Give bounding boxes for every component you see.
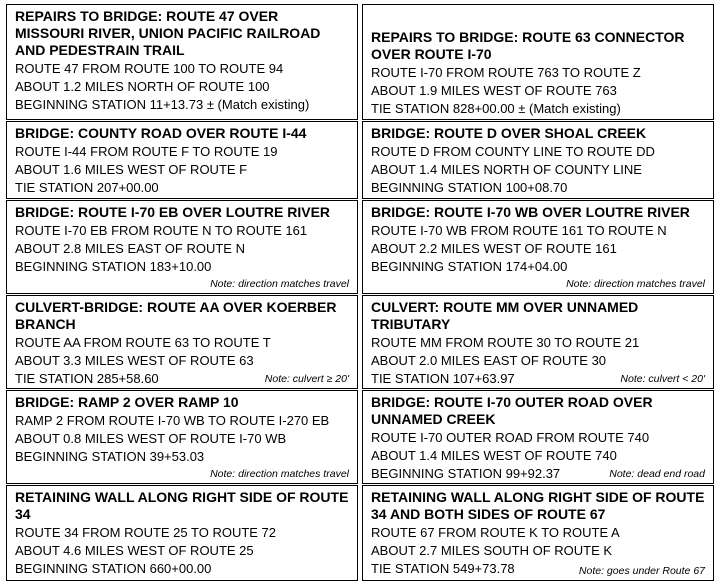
table-cell: [362, 390, 714, 484]
cell-title: CULVERT-BRIDGE: ROUTE AA OVER KOERBER BRANCH: [15, 299, 337, 332]
cell-station-line: BEGINNING STATION 11+13.73 ± (Match existing): [15, 97, 310, 113]
table-cell: [6, 4, 358, 120]
cell-route-line: ROUTE I-70 EB FROM ROUTE N TO ROUTE 161: [15, 223, 308, 238]
cell-station-line: TIE STATION 828+00.00 ± (Match existing): [371, 101, 621, 117]
cell-title: BRIDGE: COUNTY ROAD OVER ROUTE I-44: [15, 125, 307, 141]
cell-station-line: BEGINNING STATION 183+10.00: [15, 259, 212, 275]
cell-title: BRIDGE: ROUTE I-70 WB OVER LOUTRE RIVER: [371, 204, 690, 220]
cell-route-line: ROUTE 34 FROM ROUTE 25 TO ROUTE 72: [15, 525, 277, 540]
cell-route-line: ROUTE D FROM COUNTY LINE TO ROUTE DD: [371, 144, 655, 159]
cell-title: REPAIRS TO BRIDGE: ROUTE 47 OVER MISSOURI RIVER, UNION PACIFIC RAILROAD AND PEDESTRAIN TRAIL: [15, 8, 321, 58]
cell-note: Note: dead end road: [609, 468, 705, 480]
cell-note: Note: culvert < 20': [620, 373, 705, 385]
cell-station-line: BEGINNING STATION 100+08.70: [371, 180, 568, 196]
cell-distance-line: ABOUT 2.8 MILES EAST OF ROUTE N: [15, 241, 245, 257]
cell-station-line: TIE STATION 285+58.60: [15, 371, 159, 387]
cell-route-line: ROUTE I-70 WB FROM ROUTE 161 TO ROUTE N: [371, 223, 667, 238]
cell-note: Note: culvert ≥ 20': [264, 373, 349, 385]
cell-route-line: ROUTE 47 FROM ROUTE 100 TO ROUTE 94: [15, 61, 284, 76]
cell-distance-line: ABOUT 2.7 MILES SOUTH OF ROUTE K: [371, 543, 613, 559]
table-cell: [362, 200, 714, 294]
cell-station-line: BEGINNING STATION 99+92.37: [371, 466, 561, 482]
cell-title: BRIDGE: ROUTE I-70 EB OVER LOUTRE RIVER: [15, 204, 331, 220]
cell-route-line: ROUTE I-70 FROM ROUTE 763 TO ROUTE Z: [371, 65, 641, 80]
cell-distance-line: ABOUT 4.6 MILES WEST OF ROUTE 25: [15, 543, 254, 559]
cell-route-line: ROUTE I-70 OUTER ROAD FROM ROUTE 740: [371, 430, 650, 445]
cell-title: BRIDGE: ROUTE I-70 OUTER ROAD OVER UNNAMED CREEK: [371, 394, 653, 427]
cell-note: Note: direction matches travel: [210, 278, 349, 290]
cell-distance-line: ABOUT 1.9 MILES WEST OF ROUTE 763: [371, 83, 617, 99]
cell-station-line: BEGINNING STATION 660+00.00: [15, 561, 212, 577]
cell-title: REPAIRS TO BRIDGE: ROUTE 63 CONNECTOR OVER ROUTE I-70: [371, 29, 685, 62]
table-cell: [6, 390, 358, 484]
cell-distance-line: ABOUT 2.0 MILES EAST OF ROUTE 30: [371, 353, 607, 369]
cell-route-line: ROUTE I-44 FROM ROUTE F TO ROUTE 19: [15, 144, 278, 159]
cell-title: RETAINING WALL ALONG RIGHT SIDE OF ROUTE 34 AND BOTH SIDES OF ROUTE 67: [371, 489, 705, 522]
cell-title: RETAINING WALL ALONG RIGHT SIDE OF ROUTE 34: [15, 489, 349, 522]
cell-station-line: BEGINNING STATION 39+53.03: [15, 449, 205, 465]
table-cell: [6, 200, 358, 294]
cell-distance-line: ABOUT 3.3 MILES WEST OF ROUTE 63: [15, 353, 254, 369]
table-cell: [362, 485, 714, 581]
cell-route-line: ROUTE MM FROM ROUTE 30 TO ROUTE 21: [371, 335, 640, 350]
cell-route-line: RAMP 2 FROM ROUTE I-70 WB TO ROUTE I-270 EB: [15, 413, 330, 428]
cell-distance-line: ABOUT 1.6 MILES WEST OF ROUTE F: [15, 162, 248, 178]
table-cell: [362, 4, 714, 120]
table-cell: [362, 121, 714, 199]
table-cell: [6, 485, 358, 581]
cell-title: CULVERT: ROUTE MM OVER UNNAMED TRIBUTARY: [371, 299, 639, 332]
cell-note: Note: direction matches travel: [566, 278, 705, 290]
table-cell: [362, 295, 714, 389]
cell-station-line: TIE STATION 107+63.97: [371, 371, 515, 387]
cell-distance-line: ABOUT 0.8 MILES WEST OF ROUTE I-70 WB: [15, 431, 287, 447]
cell-title: BRIDGE: RAMP 2 OVER RAMP 10: [15, 394, 239, 410]
cell-distance-line: ABOUT 1.4 MILES NORTH OF COUNTY LINE: [371, 162, 642, 178]
cell-station-line: TIE STATION 549+73.78: [371, 561, 515, 577]
cell-route-line: ROUTE AA FROM ROUTE 63 TO ROUTE T: [15, 335, 271, 350]
cell-title: BRIDGE: ROUTE D OVER SHOAL CREEK: [371, 125, 647, 141]
cell-station-line: BEGINNING STATION 174+04.00: [371, 259, 568, 275]
cell-distance-line: ABOUT 1.4 MILES WEST OF ROUTE 740: [371, 448, 617, 464]
table-cell: [6, 121, 358, 199]
cell-note: Note: goes under Route 67: [578, 565, 705, 577]
cell-distance-line: ABOUT 2.2 MILES WEST OF ROUTE 161: [371, 241, 617, 257]
location-table: [6, 4, 714, 582]
table-cell: [6, 295, 358, 389]
cell-route-line: ROUTE 67 FROM ROUTE K TO ROUTE A: [371, 525, 620, 540]
cell-note: Note: direction matches travel: [210, 468, 349, 480]
cell-station-line: TIE STATION 207+00.00: [15, 180, 159, 196]
cell-distance-line: ABOUT 1.2 MILES NORTH OF ROUTE 100: [15, 79, 270, 95]
